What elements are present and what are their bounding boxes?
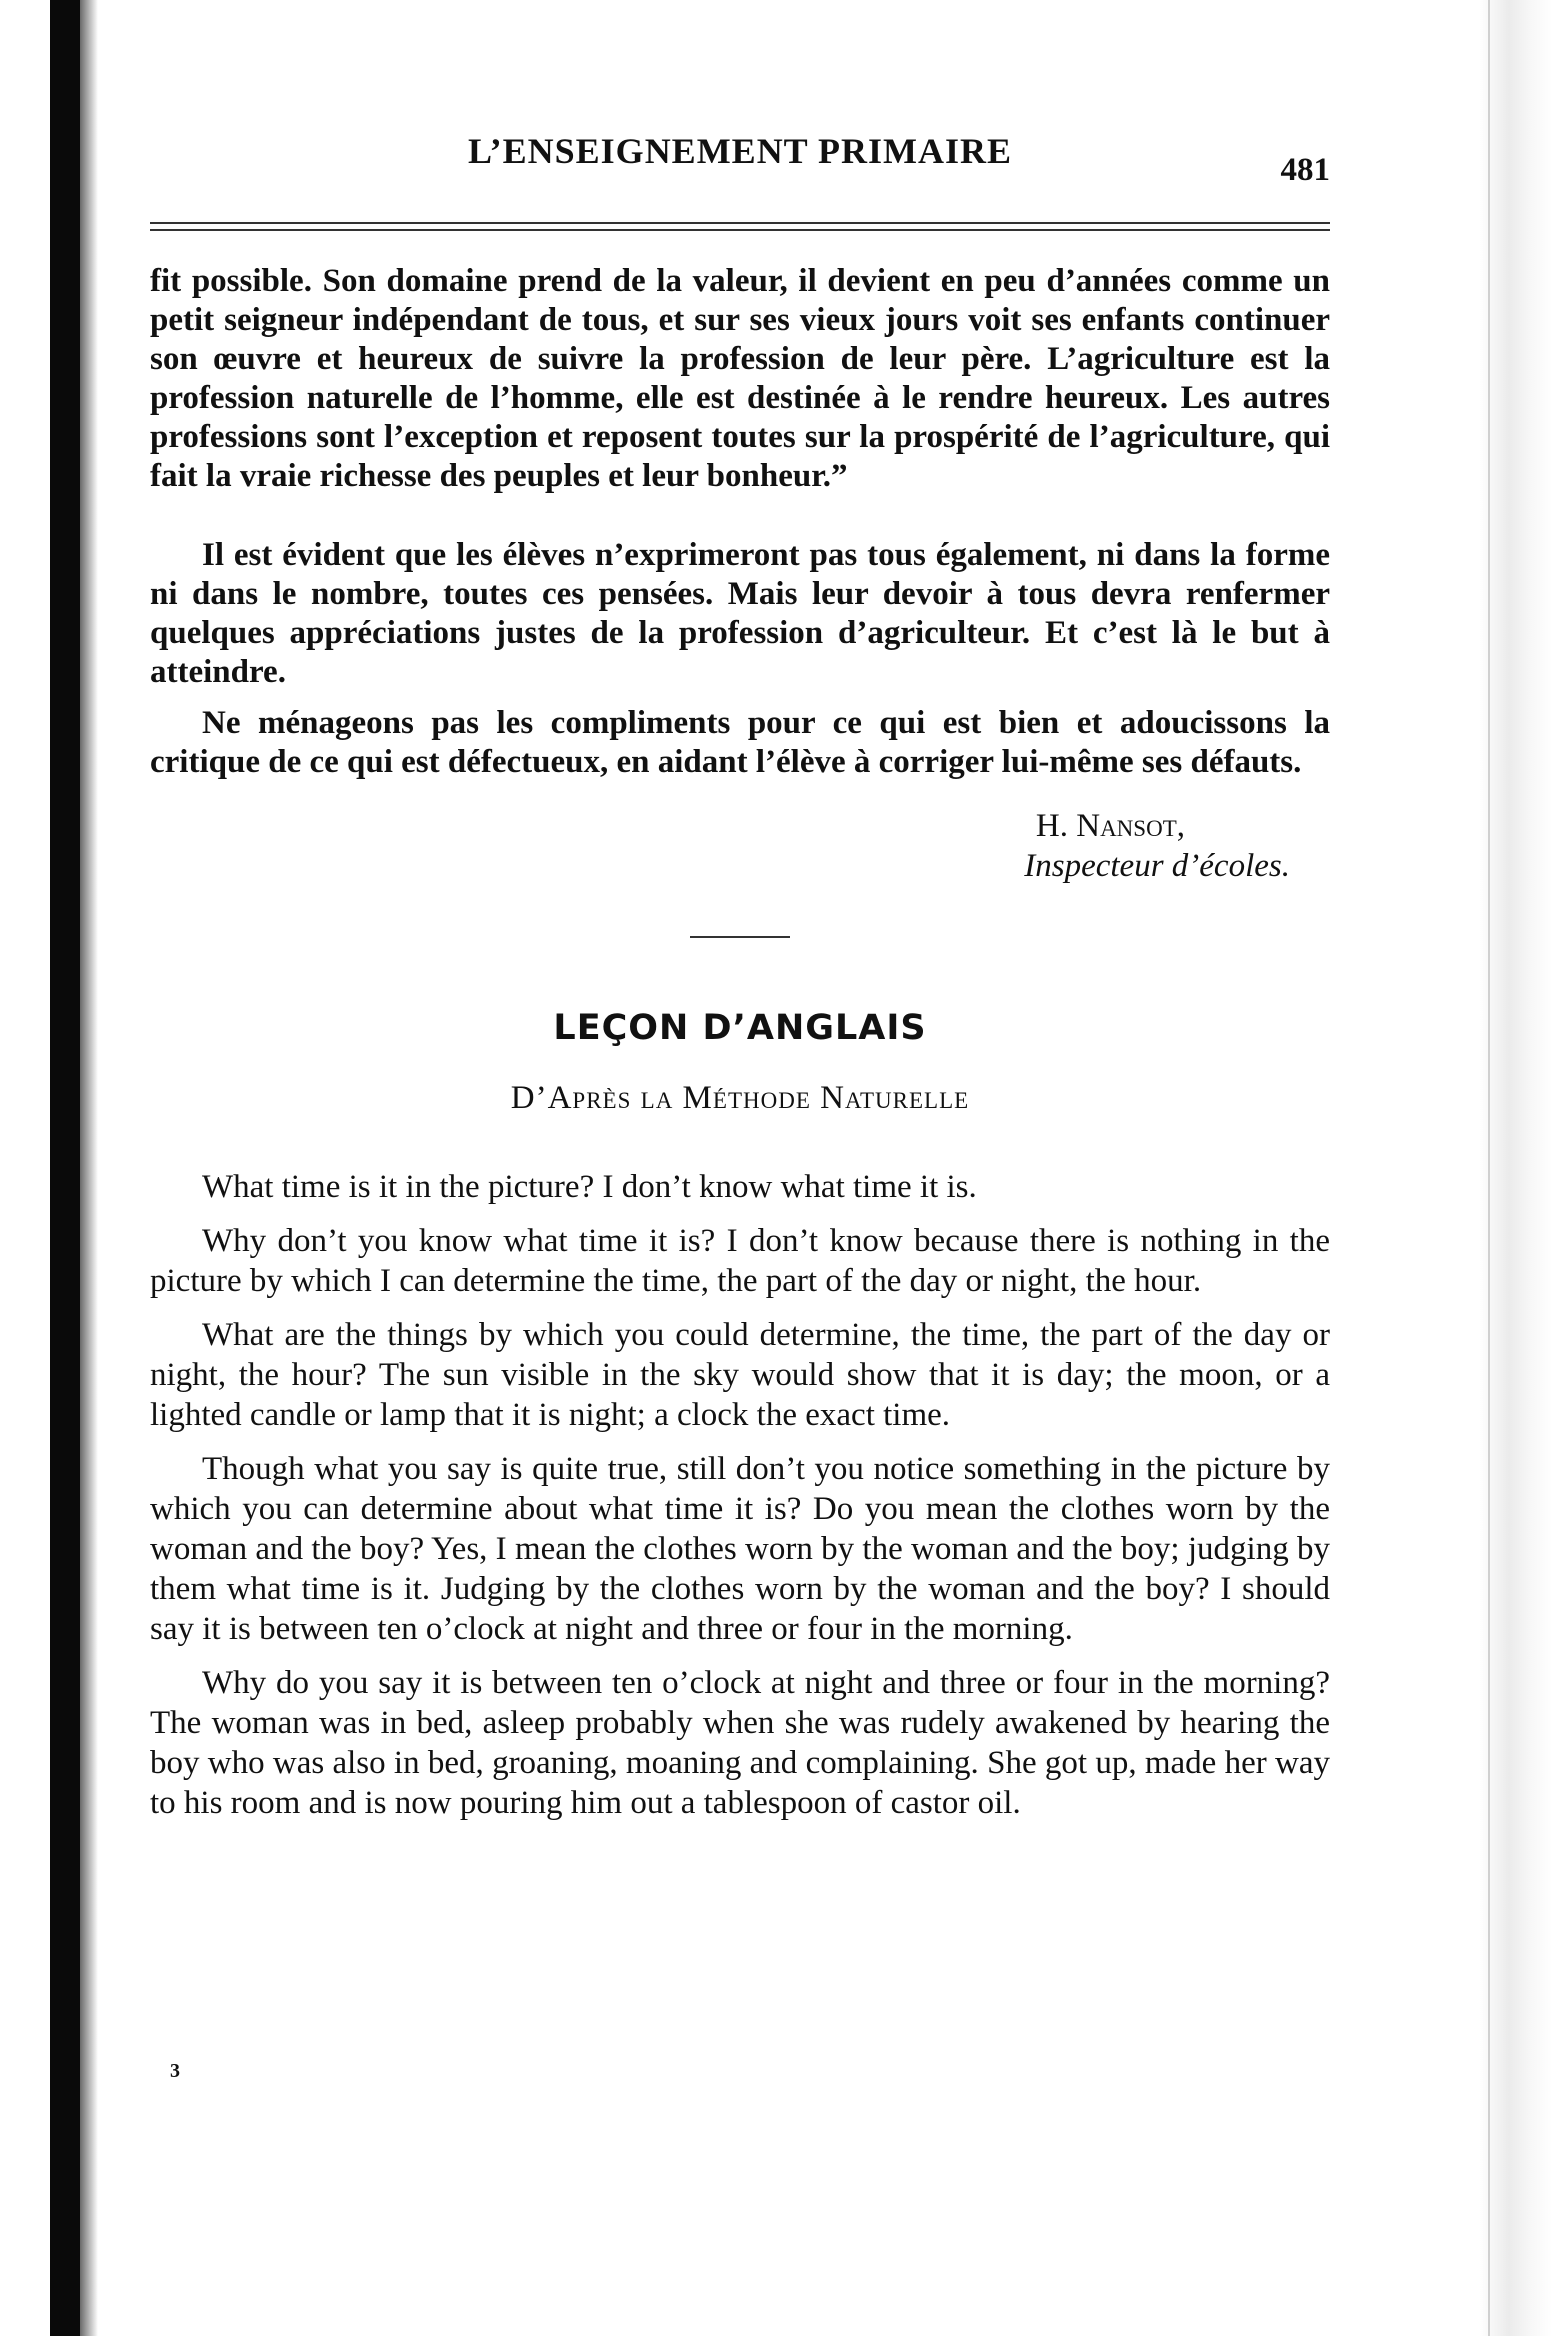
page-header (150, 130, 1330, 190)
page-number: 481 (1280, 152, 1330, 188)
running-title: L’ENSEIGNEMENT PRIMAIRE (467, 131, 1013, 171)
header-rule-top (150, 222, 1330, 224)
article-paragraph: Il est évident que les élèves n’exprimeront pas tous également, ni dans la forme ni dans le nombre, toutes ces pensées. Mais leur devoir à tous devra renfermer quelques appréciations justes de la profession d’agriculteur. Et c’est là le but à atteindre. (150, 537, 1330, 690)
lesson-subtitle: D’Après la Méthode Naturelle (510, 1080, 970, 1116)
lesson-paragraph: Why don’t you know what time it is? I don’t know because there is nothing in the picture by which I can determine the time, the part of the day or night, the hour. (150, 1223, 1330, 1299)
lesson-paragraph: Why do you say it is between ten o’clock at night and three or four in the morning? The woman was in bed, asleep probably when she was rudely awakened by hearing the boy who was also in bed, groaning, moaning and complaining. She got up, made her way to his room and is now pouring him out a tablespoon of castor oil. (150, 1665, 1330, 1821)
page-edge-line (1488, 0, 1490, 2336)
lesson-content (150, 1167, 1330, 1823)
lesson-paragraph: What time is it in the picture? I don’t know what time it is. (202, 1169, 977, 1205)
article-paragraph: Ne ménageons pas les compliments pour ce qui est bien et adoucissons la critique de ce qui est défectueux, en aidant l’élève à corriger lui-même ses défauts. (150, 705, 1330, 780)
section-divider (690, 936, 790, 938)
page-edge (1480, 0, 1552, 2336)
article-author-role: Inspecteur d’écoles. (1024, 848, 1290, 884)
signature-name: H. Nansot, (1035, 808, 1185, 844)
page-body (150, 262, 1330, 1823)
book-spine-gradient (80, 0, 98, 2336)
printer-signature-mark: 3 (170, 2060, 180, 2082)
article-signature (150, 806, 1330, 846)
book-spine-shadow (50, 0, 80, 2336)
header-rule-bottom (150, 229, 1330, 231)
article-paragraph: fit possible. Son domaine prend de la valeur, il devient en peu d’années comme un petit seigneur indépendant de tous, et sur ses vieux jours voit ses enfants continuer son œuvre et heureux de suivre la profession de leur père. L’agriculture est la profession naturelle de l’homme, elle est destinée à le rendre heureux. Les autres professions sont l’exception et reposent toutes sur la prospérité de l’agriculture, qui fait la vraie richesse des peuples et leur bonheur.” (150, 263, 1330, 494)
lesson-paragraph: Though what you say is quite true, still don’t you notice something in the picture by which you can determine about what time it is? Do you mean the clothes worn by the woman and the boy? Yes, I mean the clothes worn by the woman and the boy; judging by them what time is it. Judging by the clothes worn by the woman and the boy? I should say it is between ten o’clock at night and three or four in the morning. (150, 1451, 1330, 1647)
lesson-paragraph: What are the things by which you could determine, the time, the part of the day or night, the hour? The sun visible in the sky would show that it is day; the moon, or a lighted candle or lamp that it is night; a clock the exact time. (150, 1317, 1330, 1433)
lesson-title: LEÇON D’ANGLAIS (553, 1008, 927, 1048)
